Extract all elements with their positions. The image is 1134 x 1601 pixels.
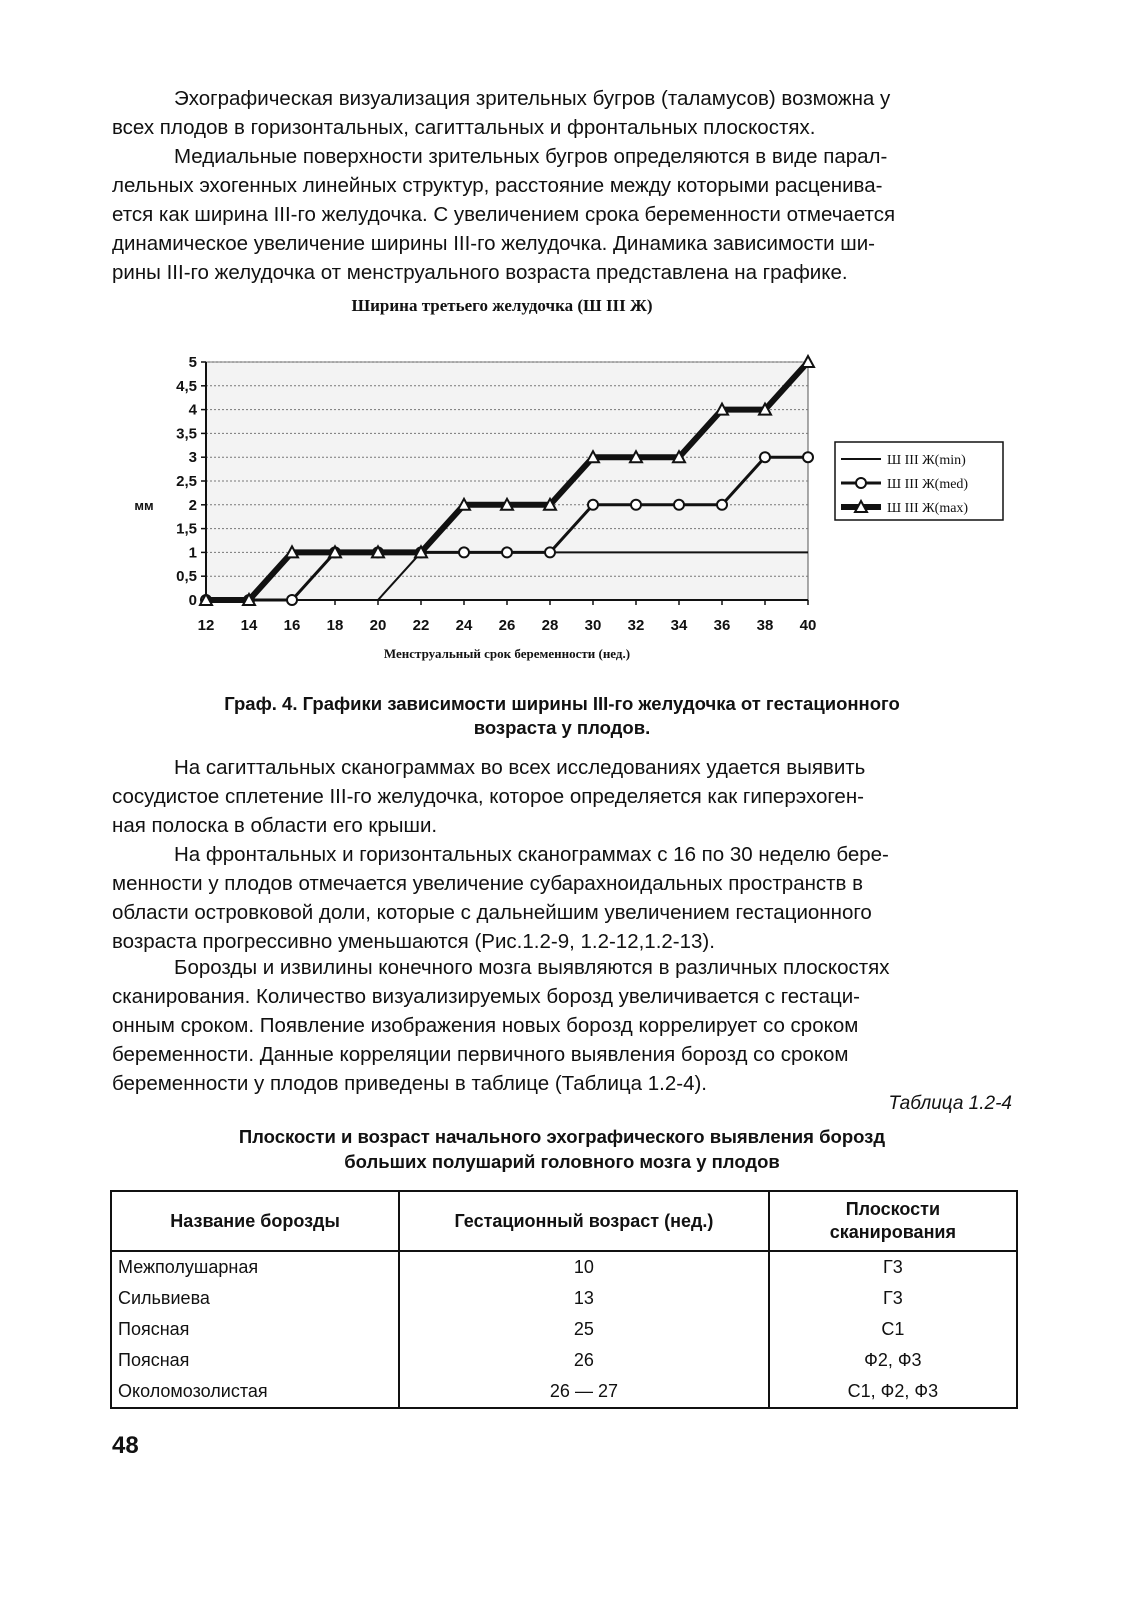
table-row: [111, 1283, 1017, 1314]
paragraph-choroid-plexus: [112, 753, 1012, 840]
y-tick-label: 1,5: [176, 520, 197, 538]
y-tick-label: 0: [188, 592, 197, 609]
x-tick-label: 24: [455, 617, 473, 634]
text-line: беременности. Данные корреляции первичного выявления борозд со сроком: [112, 1043, 849, 1066]
text-line: области островковой доли, которые с дальнейшим увеличением гестационного: [112, 901, 872, 924]
text-line: лельных эхогенных линейных структур, расстояние между которыми расценива-: [112, 174, 883, 197]
cell-gestational-age: 10: [399, 1251, 769, 1283]
paragraph-thalamus: [112, 84, 1012, 142]
y-tick-label: 3,5: [176, 425, 197, 443]
data-point: [717, 500, 727, 510]
table-row: [111, 1251, 1017, 1283]
data-point: [674, 500, 684, 510]
cell-sulcus-name: Межполушарная: [111, 1251, 399, 1283]
text-line: онным сроком. Появление изображения новых борозд коррелирует со сроком: [112, 1014, 859, 1037]
caption-line: Граф. 4. Графики зависимости ширины III-го желудочка от гестационного: [224, 693, 900, 714]
x-axis-label: Менструальный срок беременности (нед.): [383, 646, 631, 661]
table-header-row: [111, 1191, 1017, 1251]
text-line: На фронтальных и горизонтальных сканограммах с 16 по 30 неделю бере-: [174, 843, 889, 866]
text-line: Борозды и извилины конечного мозга выявляются в различных плоскостях: [174, 956, 890, 979]
cell-scan-planes: С1: [769, 1314, 1017, 1345]
x-tick-label: 20: [369, 617, 387, 634]
paragraph-sulci: [112, 953, 1012, 1098]
cell-scan-planes: Г3: [769, 1251, 1017, 1283]
x-tick-label: 12: [197, 617, 215, 634]
text-line: Эхографическая визуализация зрительных бугров (таламусов) возможна у: [174, 87, 891, 110]
y-tick-label: 4,5: [176, 377, 197, 395]
caption-line: возраста у плодов.: [473, 717, 651, 738]
table-title-line: больших полушарий головного мозга у плодов: [344, 1151, 780, 1172]
text-line: ется как ширина III-го желудочка. С увеличением срока беременности отмечается: [112, 203, 896, 226]
sulci-table: [110, 1190, 1018, 1409]
x-tick-label: 36: [713, 617, 731, 634]
cell-scan-planes: Ф2, Ф3: [769, 1345, 1017, 1376]
header-scan-planes: Плоскости сканирования: [769, 1191, 1017, 1251]
header-gestational-age: Гестационный возраст (нед.): [399, 1191, 769, 1251]
legend-label: Ш III Ж(med): [887, 477, 969, 492]
y-tick-label: 3: [188, 449, 197, 467]
text-line: беременности у плодов приведены в таблице (Таблица 1.2-4).: [112, 1072, 707, 1095]
ventricle-width-chart: [120, 342, 1020, 682]
cell-gestational-age: 26: [399, 1345, 769, 1376]
x-tick-label: 32: [627, 617, 645, 634]
x-tick-label: 22: [412, 617, 430, 634]
text-line: сосудистое сплетение III-го желудочка, которое определяется как гиперэхоген-: [112, 785, 864, 808]
y-tick-label: 4: [188, 401, 197, 419]
data-point: [459, 547, 469, 557]
cell-sulcus-name: Поясная: [111, 1345, 399, 1376]
table-number: Таблица 1.2-4: [888, 1093, 1012, 1114]
page-number: 48: [112, 1432, 139, 1459]
y-tick-label: 1: [188, 544, 197, 562]
data-point: [588, 500, 598, 510]
y-tick-label: 2,5: [176, 473, 197, 490]
text-line: На сагиттальных сканограммах во всех исследованиях удается выявить: [174, 756, 866, 779]
x-tick-label: 18: [326, 617, 344, 634]
text-line: возраста прогрессивно уменьшаются (Рис.1.2-9, 1.2-12,1.2-13).: [112, 930, 715, 953]
table-title: [112, 1124, 1012, 1174]
y-axis-label: мм: [134, 497, 154, 513]
data-point: [545, 547, 555, 557]
data-point: [760, 452, 770, 462]
data-point: [502, 547, 512, 557]
text-line: рины III-го желудочка от менструального возраста представлена на графике.: [112, 261, 848, 284]
text-line: динамическое увеличение ширины III-го желудочка. Динамика зависимости ши-: [112, 232, 875, 255]
table-row: [111, 1314, 1017, 1345]
legend-label: Ш III Ж(min): [887, 453, 966, 468]
cell-gestational-age: 13: [399, 1283, 769, 1314]
text-line: сканирования. Количество визуализируемых борозд увеличивается с гестаци-: [112, 985, 860, 1008]
x-tick-label: 14: [240, 617, 258, 634]
figure-caption: [112, 692, 1012, 740]
cell-sulcus-name: Околомозолистая: [111, 1376, 399, 1408]
y-tick-label: 2: [188, 496, 197, 514]
text-line: Медиальные поверхности зрительных бугров определяются в виде парал-: [174, 145, 888, 168]
text-line: всех плодов в горизонтальных, сагиттальных и фронтальных плоскостях.: [112, 116, 816, 139]
cell-scan-planes: С1, Ф2, Ф3: [769, 1376, 1017, 1408]
legend-label: Ш III Ж(max): [887, 501, 969, 516]
y-tick-label: 0,5: [176, 568, 197, 586]
x-tick-label: 16: [283, 617, 301, 634]
x-tick-label: 40: [799, 617, 817, 634]
table-row: [111, 1345, 1017, 1376]
paragraph-third-ventricle: [112, 142, 1012, 287]
text-line: менности у плодов отмечается увеличение субарахноидальных пространств в: [112, 872, 864, 895]
x-tick-label: 38: [756, 617, 774, 634]
x-tick-label: 30: [584, 617, 602, 634]
y-tick-label: 5: [188, 354, 197, 371]
table-title-line: Плоскости и возраст начального эхографического выявления борозд: [238, 1126, 886, 1147]
paragraph-subarachnoid: [112, 840, 1012, 956]
x-tick-label: 34: [670, 617, 688, 634]
cell-gestational-age: 25: [399, 1314, 769, 1345]
cell-sulcus-name: Поясная: [111, 1314, 399, 1345]
data-point: [287, 595, 297, 605]
chart-title: Ширина третьего желудочка (Ш III Ж): [351, 296, 653, 315]
table-row: [111, 1376, 1017, 1408]
legend-marker: [856, 478, 866, 488]
x-tick-label: 26: [498, 617, 516, 634]
cell-scan-planes: Г3: [769, 1283, 1017, 1314]
x-tick-label: 28: [541, 617, 559, 634]
text-line: ная полоска в области его крыши.: [112, 814, 438, 837]
header-sulcus-name: Название борозды: [111, 1191, 399, 1251]
data-point: [631, 500, 641, 510]
cell-sulcus-name: Сильвиева: [111, 1283, 399, 1314]
cell-gestational-age: 26 — 27: [399, 1376, 769, 1408]
data-point: [803, 452, 813, 462]
